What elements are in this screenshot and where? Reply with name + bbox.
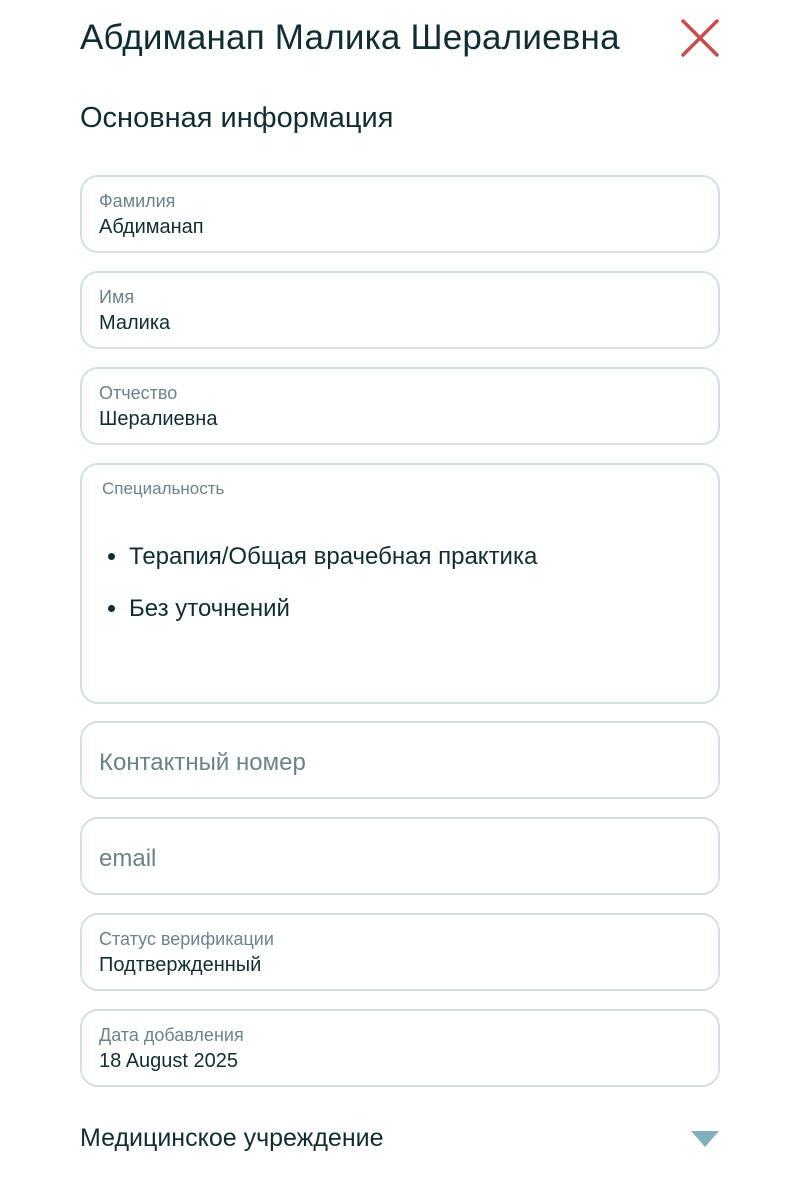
specialty-item: • Терапия/Общая врачебная практика <box>129 541 537 573</box>
medical-institution-title: Медицинское учреждение <box>80 1124 384 1152</box>
close-button[interactable] <box>680 18 720 58</box>
patronymic-field[interactable] <box>80 367 720 445</box>
specialty-label: Специальность <box>102 479 225 498</box>
patronymic-value: Шералиевна <box>99 408 218 430</box>
last-name-field[interactable] <box>80 175 720 253</box>
email-placeholder: email <box>99 845 157 872</box>
specialty-list <box>104 541 537 645</box>
email-input[interactable] <box>80 817 720 895</box>
phone-placeholder: Контактный номер <box>99 749 306 776</box>
first-name-value: Малика <box>99 312 171 334</box>
header <box>80 14 720 66</box>
last-name-label: Фамилия <box>99 191 176 211</box>
close-icon <box>680 18 720 58</box>
chevron-down-icon <box>690 1130 720 1148</box>
date-added-value: 18 August 2025 <box>99 1050 239 1072</box>
verification-status-value: Подтвержденный <box>99 954 262 976</box>
date-added-field[interactable] <box>80 1009 720 1087</box>
specialty-item: • Без уточнений <box>129 593 537 625</box>
specialty-field[interactable] <box>80 463 720 704</box>
last-name-value: Абдиманап <box>99 216 204 238</box>
first-name-field[interactable] <box>80 271 720 349</box>
verification-status-field[interactable] <box>80 913 720 991</box>
patronymic-label: Отчество <box>99 383 178 403</box>
first-name-label: Имя <box>99 287 135 307</box>
page-title: Абдиманап Малика Шералиевна <box>80 18 620 57</box>
phone-input[interactable] <box>80 721 720 799</box>
medical-institution-section-toggle[interactable] <box>80 1118 720 1158</box>
date-added-label: Дата добавления <box>99 1025 244 1045</box>
verification-status-label: Статус верификации <box>99 929 274 949</box>
section-title: Основная информация <box>80 102 394 134</box>
